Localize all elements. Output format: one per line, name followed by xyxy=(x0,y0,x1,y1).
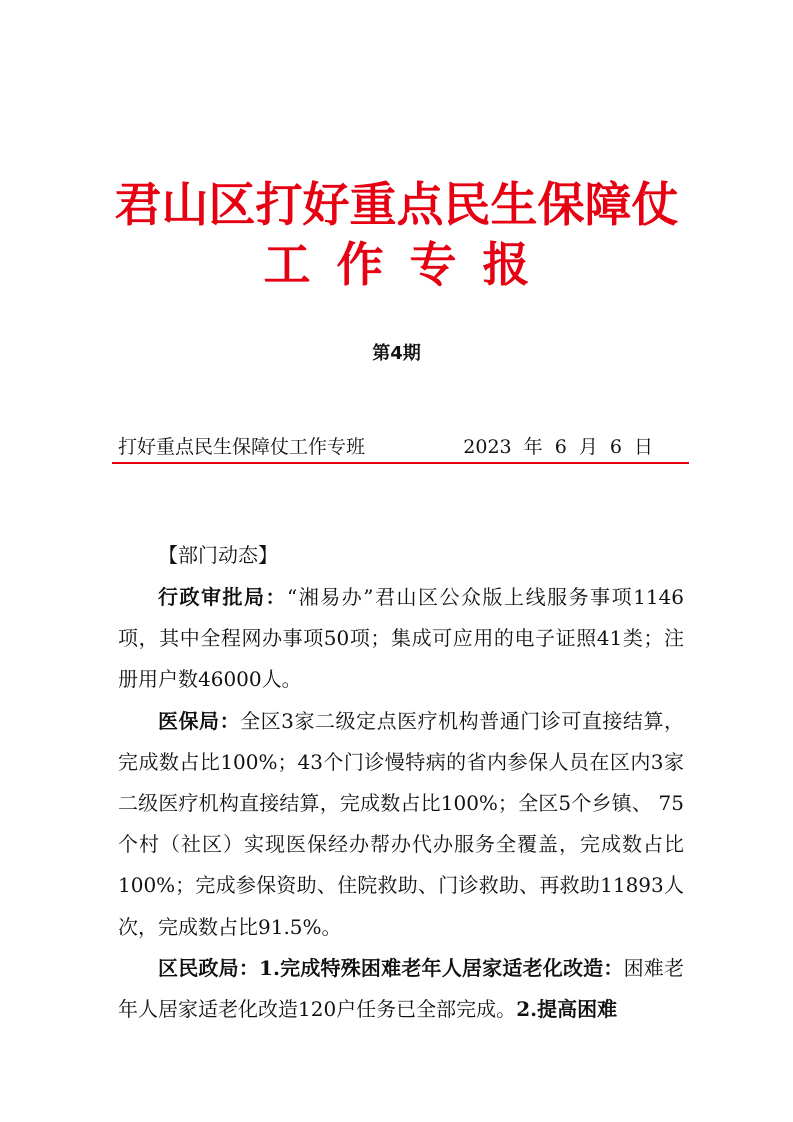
document-body xyxy=(118,535,684,1030)
paragraph-medical-insurance xyxy=(118,701,684,948)
red-divider-line xyxy=(112,462,689,464)
issuer-name: 打好重点民生保障仗工作专班 xyxy=(118,436,366,458)
paragraph-text: “湘易办”君山区公众版上线服务事项1146项，其中全程网办事项50项；集成可应用的电子证照41类；注册用户数46000人。 xyxy=(118,585,684,692)
paragraph-civil-affairs xyxy=(118,948,684,1030)
paragraph-admin-approval xyxy=(118,577,684,701)
paragraph-label: 区民政局： xyxy=(158,955,260,980)
section-title: 【部门动态】 xyxy=(158,543,278,567)
report-title-line1: 君山区打好重点民生保障仗 xyxy=(114,178,679,233)
issue-number: 第4期 xyxy=(372,343,421,364)
paragraph-label: 医保局： xyxy=(158,708,241,733)
issue-date: 2023 年 6 月 6 日 xyxy=(463,436,653,458)
paragraph-subheading: 2.提高困难 xyxy=(516,997,618,1022)
paragraph-text: 全区3家二级定点医疗机构普通门诊可直接结算，完成数占比100%；43个门诊慢特病的省内参保人员在区内3家二级医疗机构直接结算，完成数占比100%；全区5个乡镇、 75个村（社区）实现医保经办帮办代办服务全覆盖，完成数占比100%；完成参保资助、住院救助、门诊救助、再救助11893人次，完成数占比91.5%。 xyxy=(118,708,684,939)
report-title-line2: 工作专报 xyxy=(263,238,556,293)
paragraph-text: 困难老年人居家适老化改造120户任务已全部完成。 xyxy=(118,955,685,1022)
paragraph-subheading: 1.完成特殊困难老年人居家适老化改造： xyxy=(259,955,624,980)
paragraph-label: 行政审批局： xyxy=(158,585,288,609)
